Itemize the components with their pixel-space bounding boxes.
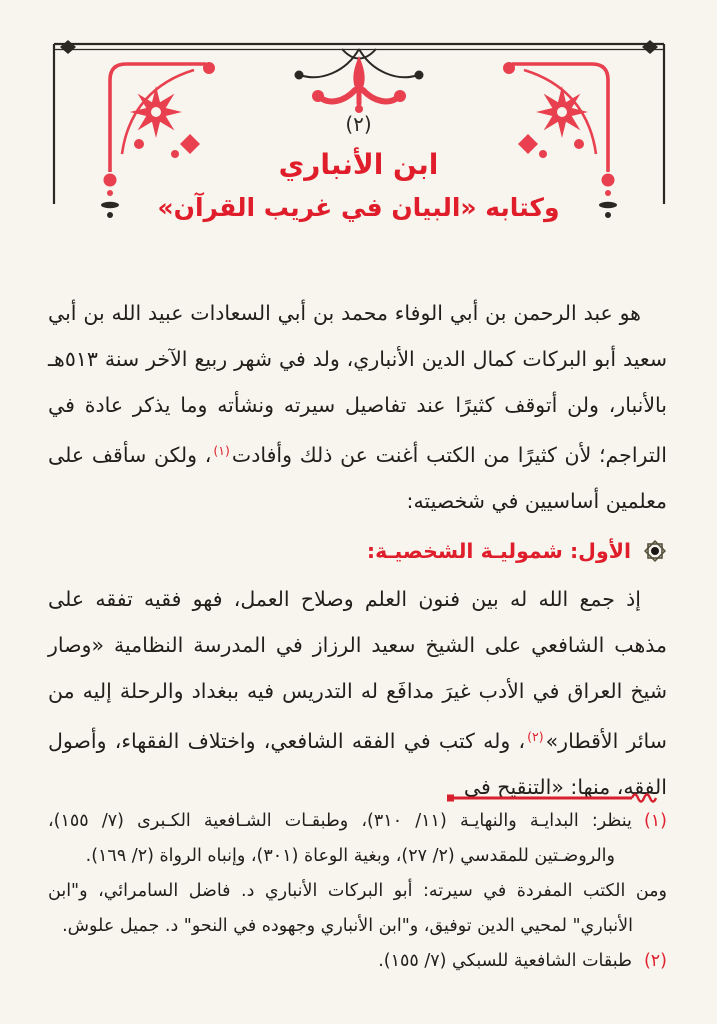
page-number: (٢) — [345, 112, 372, 136]
body-content — [48, 290, 667, 810]
paragraph-scholarship — [48, 576, 667, 810]
footnote-ref-1: (١) — [213, 443, 230, 458]
section-heading: الأول: شموليـة الشخصيـة: — [366, 539, 631, 563]
footnote-marker: (٢) — [643, 951, 667, 971]
footnote-ref-2: (٢) — [527, 729, 544, 744]
paragraph-text: ، وله كتب في الفقه الشافعي، واختلاف الفقهاء، وأصول الفقه، منها: «التنقيح في — [48, 729, 667, 799]
chapter-title: ابن الأنباري — [278, 148, 439, 181]
footnote-1-extra: ومن الكتب المفردة في سيرته: أبو البركات الأنباري د. فاضل السامرائي، و"ابن الأنباري" لمحيي الدين توفيق، و"ابن الأنباري وجهوده في النحو" د. جميل علوش. — [48, 881, 667, 936]
footnote-text: طبقات الشافعية للسبكي (٧/ ١٥٥). — [378, 951, 632, 971]
paragraph-biography — [48, 290, 667, 524]
footnotes — [48, 804, 667, 979]
paragraph-text: ، ولكن سأقف على معلمين أساسيين في شخصيته: — [48, 443, 667, 513]
chapter-subtitle: وكتابه «البيان في غريب القرآن» — [157, 193, 560, 222]
paragraph-text: هو عبد الرحمن بن أبي الوفاء محمد بن أبي السعادات عبيد الله بن أبي سعيد أبو البركات كمال الدين الأنباري، ولد في شهر ربيع الآخر سنة ٥١٣هـ بالأنبار، ولن أتوقف كثيرًا عند تفاصيل سيرته ونشأته وما يذكر عادة في التراجم؛ لأن كثيرًا من الكتب أغنت عن ذلك وأفادت — [48, 301, 667, 467]
footnote-1 — [48, 804, 667, 874]
footnote-separator-icon — [446, 791, 658, 805]
section-heading-row — [48, 539, 667, 563]
footnote-marker: (١) — [643, 811, 667, 831]
footnote-2 — [48, 944, 667, 979]
paragraph-text: إذ جمع الله له بين فنون العلم وصلاح العمل، فهو فقيه تفقه على مذهب الشافعي على الشيخ سعيد الرزاز في المدرسة النظامية «وصار شيخ العراق في الأدب غيرَ مدافَع له التدريس فيه ببغداد والرحلة إليه من سائر الأقطار» — [48, 587, 667, 753]
footnote-text: ينظر: البدايـة والنهايـة (١١/ ٣١٠)، وطبقـات الشـافعية الكـبرى (٧/ ١٥٥)، والروضـتين للمقدسي (٢/ ٢٧)، وبغية الوعاة (٣٠١)، وإنباه الرواة (٢/ ١٦٩). — [48, 811, 632, 866]
rub-el-hizb-icon — [643, 539, 667, 563]
